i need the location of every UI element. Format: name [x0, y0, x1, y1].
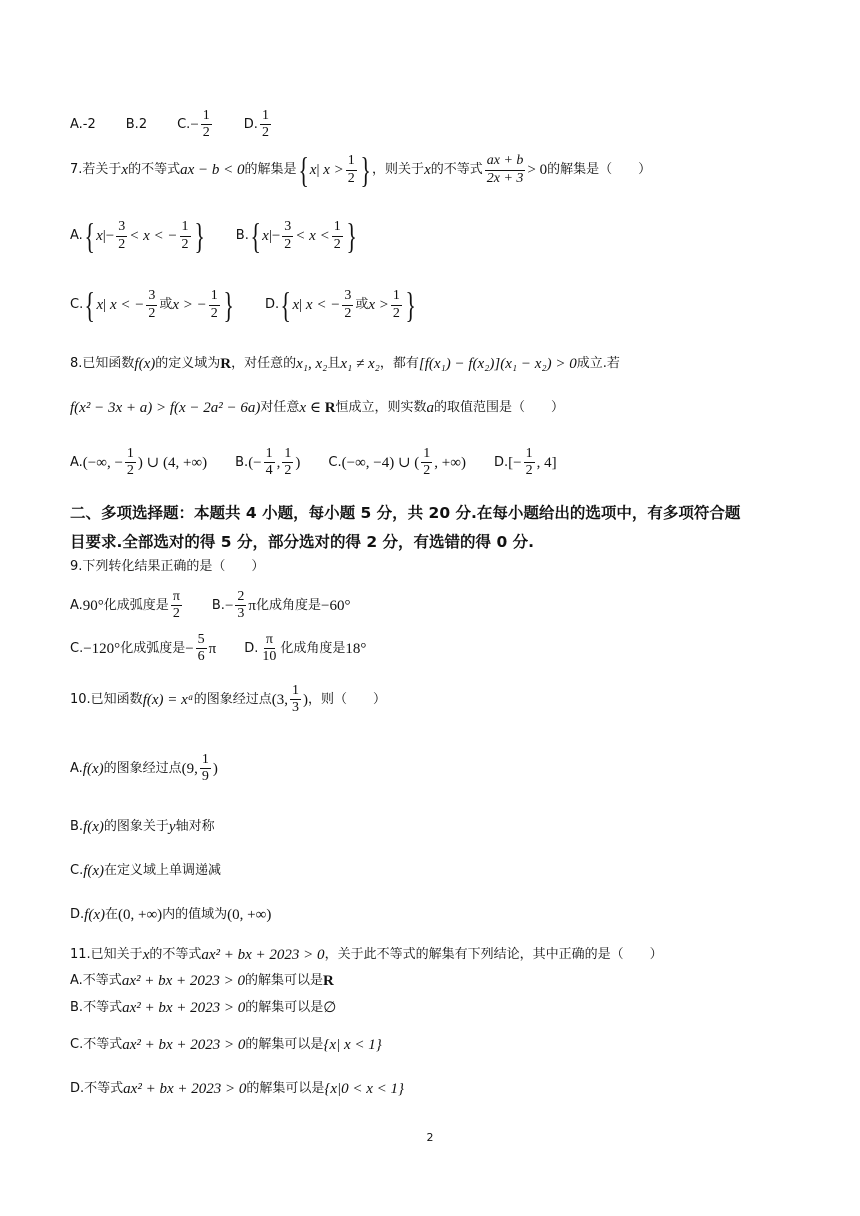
q6-option-b: B.2 — [125, 116, 148, 132]
q6-option-a: A.-2 — [70, 116, 96, 132]
q7-option-d: D. { x | x < − $\frac{3}{2}$ 或 x > $\frac{1}{2}$ } — [265, 285, 416, 325]
q9-stem: 9.下列转化结果正确的是（ ） — [70, 559, 265, 574]
q9-option-d: D. $\frac{\pi}{10}$ 化成角度是 18° — [244, 632, 367, 665]
q6-option-c: C. − $\frac{1}{2}$ — [177, 108, 210, 141]
q7-stem: 7.若关于 x 的不等式 ax − b < 0 的解集是 { x | x > $\frac{1}{2}$ } ，则关于 x 的不等式 $\frac{ax + b}{2x + 3}$ > 0 的解集是（ ） — [70, 150, 652, 190]
q8-stem-line1: 8.已知函数 f(x) 的定义域为 R ，对任意的 x₁, x₂ 且 x₁ ≠ x₂ ，都有 [f(x₁) − f(x₂)](x₁ − x₂) > 0 成立.若 — [70, 356, 620, 372]
q10-option-c: C. f(x) 在定义域上单调递减 — [70, 863, 222, 879]
q11-option-c: C. 不等式 ax² + bx + 2023 > 0 的解集可以是 {x| x < 1} — [70, 1037, 382, 1053]
q8-option-c: C. (−∞, −4) ∪ ( $\frac{1}{2}$ , +∞) — [328, 446, 466, 479]
section-2-heading-line2: 目要求.全部选对的得 5 分，部分选对的得 2 分，有选错的得 0 分. — [70, 533, 535, 551]
q8-option-b: B. (− $\frac{1}{4}$ , $\frac{1}{2}$ ) — [235, 446, 301, 479]
section-2-heading-line1: 二、多项选择题：本题共 4 小题，每小题 5 分，共 20 分.在每小题给出的选项中，有多项符合题 — [70, 504, 741, 522]
q8-option-d: D. [− $\frac{1}{2}$ , 4] — [493, 446, 557, 479]
q7-option-b: B. { x | − $\frac{3}{2}$ < x < $\frac{1}{2}$ } — [235, 216, 357, 256]
q7-option-a: A. { x | − $\frac{3}{2}$ < x < − $\frac{1}{2}$ } — [70, 216, 205, 256]
q11-option-b: B. 不等式 ax² + bx + 2023 > 0 的解集可以是 ∅ — [70, 1000, 337, 1016]
q10-stem: 10.已知函数 f(x) = xᵃ 的图象经过点 (3, $\frac{1}{3}$ ) ，则（ ） — [70, 683, 387, 716]
q6-option-d: D. $\frac{1}{2}$ — [243, 108, 269, 141]
q10-option-d: D. f(x) 在 (0, +∞) 内的值域为 (0, +∞) — [70, 907, 272, 923]
q11-option-a: A. 不等式 ax² + bx + 2023 > 0 的解集可以是 R — [70, 973, 334, 989]
q7-option-c: C. { x | x < − $\frac{3}{2}$ 或 x > − $\frac{1}{2}$ } — [70, 285, 234, 325]
q8-option-a: A. (−∞, − $\frac{1}{2}$ ) ∪ (4, +∞) — [70, 446, 208, 479]
q7-options-ab — [70, 218, 820, 254]
q9-options-ab — [70, 589, 820, 622]
q11-option-d: D. 不等式 ax² + bx + 2023 > 0 的解集可以是 {x|0 < x < 1} — [70, 1081, 405, 1097]
q9-options-cd — [70, 632, 820, 665]
q9-option-a: A. 90° 化成弧度是 $\frac{\pi}{2}$ — [70, 589, 180, 622]
q6-options — [70, 108, 820, 141]
q7-options-cd — [70, 287, 820, 323]
q8-options — [70, 446, 820, 479]
q10-option-b: B. f(x) 的图象关于 y 轴对称 — [70, 819, 215, 835]
q9-option-b: B. − $\frac{2}{3}$ π 化成角度是 −60° — [211, 589, 351, 622]
q11-stem: 11.已知关于 x 的不等式 ax² + bx + 2023 > 0 ，关于此不等式的解集有下列结论，其中正确的是（ ） — [70, 947, 663, 963]
q9-option-c: C. −120° 化成弧度是 − $\frac{5}{6}$ π — [70, 632, 217, 665]
page-number: 2 — [426, 1131, 434, 1144]
q10-option-a: A. f(x) 的图象经过点 (9, $\frac{1}{9}$ ) — [70, 752, 218, 785]
q8-stem-line2: f(x² − 3x + a) > f(x − 2a² − 6a) 对任意 x ∈ R 恒成立，则实数 a 的取值范围是（ ） — [70, 400, 565, 416]
